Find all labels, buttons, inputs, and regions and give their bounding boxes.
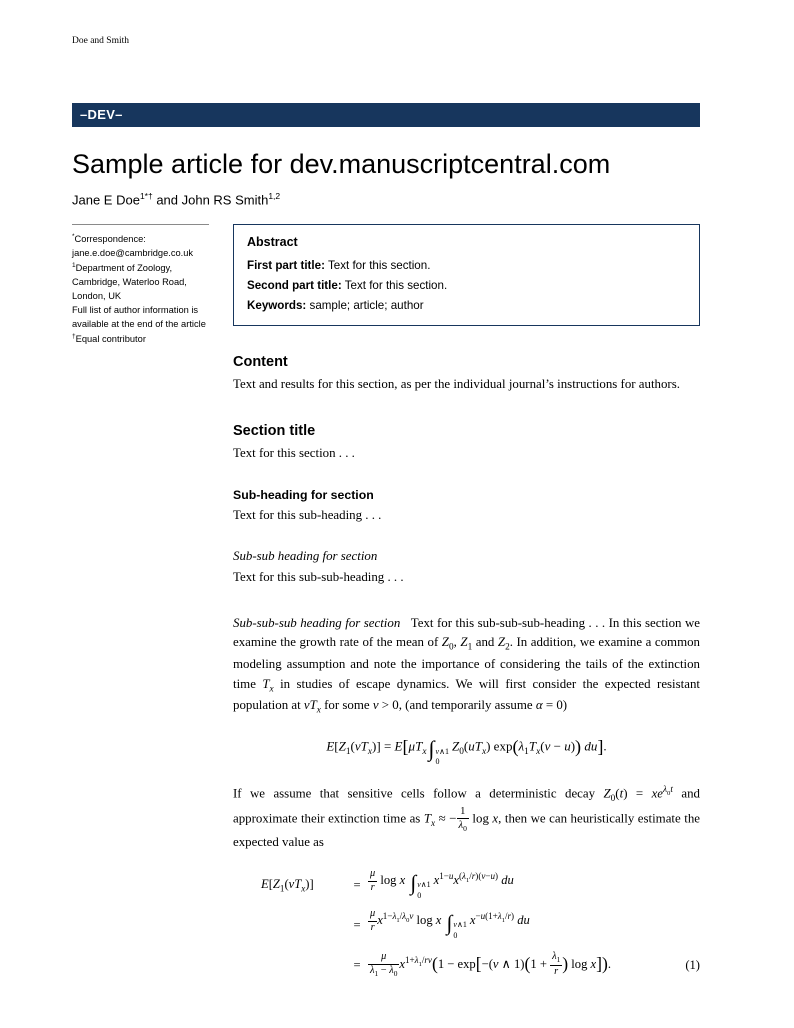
banner-label: –DEV– bbox=[80, 107, 123, 122]
abstract-second-part bbox=[247, 279, 686, 292]
article-title: Sample article for dev.manuscriptcentral.com bbox=[72, 149, 611, 179]
equation-row-1 bbox=[261, 867, 700, 903]
abstract-keywords-label: Keywords: bbox=[247, 299, 307, 313]
main-column bbox=[233, 224, 700, 987]
equation-row-2 bbox=[261, 907, 700, 943]
equals-sign: = bbox=[353, 917, 361, 932]
authors-line: Jane E Doe$^{1*\dagger}$ and John RS Smith$^{1,2}$ bbox=[72, 191, 281, 208]
abstract-first-label: First part title: bbox=[247, 259, 325, 273]
equation-rhs: $\frac{\mu}{\lambda_1 - \lambda_0}$ $x^{1+\lambda_1/rv}(1 - \exp[-(v$ ∧ 1)(1 + $\frac{\lambda_1}{r}$ ) log x]). bbox=[370, 951, 612, 979]
subsection-heading: Sub-heading for section bbox=[233, 487, 374, 502]
running-header: Doe and Smith bbox=[72, 36, 129, 46]
abstract-first-text: Text for this section. bbox=[327, 259, 431, 273]
abstract-heading: Abstract bbox=[247, 235, 298, 250]
two-column-layout bbox=[72, 224, 700, 987]
equation-row-3 bbox=[261, 947, 700, 983]
correspondence-sidebar: *Correspondence: jane.e.doe@cambridge.co.uk $^1$Department of Zoology, Cambridge, Waterloo Road, London, UK Full list of author information is available at the end of the article †Equal contributor bbox=[72, 224, 209, 987]
equals-sign: = bbox=[353, 957, 361, 972]
abstract-second-text: Text for this section. bbox=[344, 279, 448, 293]
equation-rhs: $\frac{\mu}{r}$ $x^{1-\lambda_1/\lambda_0v}$ log x ∫ v∧1 0 $x^{-u(1+\lambda_1/r)}$ du bbox=[370, 908, 530, 940]
paragraph-2: If we assume that sensitive cells follow a deterministic decay $Z_0(t) = xe^{\lambda_0t}$ and approximate their extinction time as $T_x$ ≈ − $\frac{1}{\lambda_0}$ log x, then we can heuristically estimate the expected value as bbox=[233, 785, 701, 850]
equation-number: (1) bbox=[685, 957, 700, 972]
paragraph-body: Text for this sub-sub-sub-heading . . . In this section we examine the growth rate of the mean of $Z_0$, $Z_1$ and $Z_2$. In addition, we examine a common modeling assumption and note the importance of considering the tails of the extinction time $T_x$ in studies of escape dynamics. We will first consider the expected resistant population at $vT_x$ for some v > 0, (and temporarily assume α = 0) bbox=[233, 615, 700, 716]
abstract-second-label: Second part title: bbox=[247, 279, 342, 293]
equation-rhs: $\frac{\mu}{r}$ log x ∫ v∧1 0 $x^{1-u}x^{(\lambda_1/r)(v-u)}$ du bbox=[370, 868, 514, 900]
aligned-equations bbox=[233, 867, 700, 983]
content-paragraph: Text and results for this section, as per the individual journal’s instructions for authors. bbox=[233, 377, 680, 392]
section-paragraph: Text for this section . . . bbox=[233, 445, 355, 460]
equation-lhs: $E[Z_1(vT_x)]$ bbox=[261, 876, 314, 894]
section-heading: Section title bbox=[233, 422, 316, 439]
journal-banner bbox=[72, 103, 700, 127]
content-heading: Content bbox=[233, 354, 288, 371]
display-equation: $E[Z_1(vT_x)] = E[\mu T_x\int$ v∧1 0 $Z_0(uT_x) \exp(\lambda_1T_x(v - u))$ du]. bbox=[326, 736, 607, 766]
subsubsection-heading: Sub-sub heading for section bbox=[233, 549, 378, 564]
paragraph-section bbox=[233, 614, 700, 718]
subsubsection-paragraph: Text for this sub-sub-heading . . . bbox=[233, 570, 404, 585]
abstract-keywords bbox=[247, 299, 686, 312]
abstract-box bbox=[233, 224, 700, 326]
abstract-first-part bbox=[247, 259, 686, 272]
paragraph-heading: Sub-sub-sub heading for section bbox=[233, 615, 401, 630]
abstract-keywords-text: sample; article; author bbox=[309, 299, 424, 313]
subsection-paragraph: Text for this sub-heading . . . bbox=[233, 507, 382, 522]
equals-sign: = bbox=[353, 877, 361, 892]
